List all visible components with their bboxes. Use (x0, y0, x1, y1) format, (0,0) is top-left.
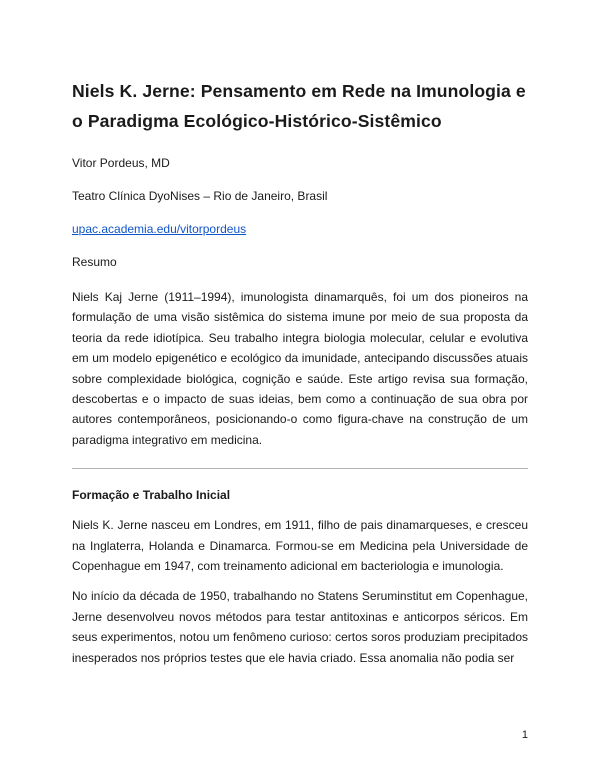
body-paragraph-1: Niels K. Jerne nasceu em Londres, em 1911, filho de pais dinamarqueses, e cresceu na Inglaterra, Holanda e Dinamarca. Formou-se em Medicina pela Universidade de Copenhague em 1947, com treinamento adicional em bacteriologia e imunologia. (72, 518, 528, 574)
abstract-heading: Resumo (72, 255, 117, 269)
abstract-paragraph: Niels Kaj Jerne (1911–1994), imunologista dinamarquês, foi um dos pioneiros na formulação de uma visão sistêmica do sistema imune por meio de sua proposta da teoria da rede idiotípica. Seu trabalho integra biologia molecular, celular e evolutiva em um modelo epigenético e ecológico da imunidade, antecipando discussões atuais sobre complexidade biológica, cognição e saúde. Este artigo revisa sua formação, descobertas e o impacto de suas ideias, bem como a continuação de sua obra por autores contemporâneos, posicionando-o como figura-chave na construção de um paradigma integrativo em medicina. (72, 290, 528, 447)
page-number: 1 (521, 729, 528, 741)
document-page (72, 76, 528, 678)
body-paragraph-2: No início da década de 1950, trabalhando no Statens Seruminstitut em Copenhague, Jerne desenvolveu novos métodos para testar antitoxinas e anticorpos séricos. Em seus experimentos, notou um fenômeno curioso: certos soros produziam precipitados inesperados nos próprios testes que ele havia criado. Essa anomalia não podia ser (72, 589, 528, 665)
author-line: Vitor Pordeus, MD (72, 156, 170, 170)
document-title: Niels K. Jerne: Pensamento em Rede na Imunologia e o Paradigma Ecológico-Histórico-Sistêmico (72, 81, 526, 131)
section-heading: Formação e Trabalho Inicial (72, 488, 231, 503)
profile-link-line (72, 221, 528, 237)
section-divider (72, 468, 528, 469)
affiliation-line: Teatro Clínica DyoNises – Rio de Janeiro, Brasil (72, 189, 328, 203)
profile-link[interactable]: upac.academia.edu/vitorpordeus (72, 222, 247, 236)
